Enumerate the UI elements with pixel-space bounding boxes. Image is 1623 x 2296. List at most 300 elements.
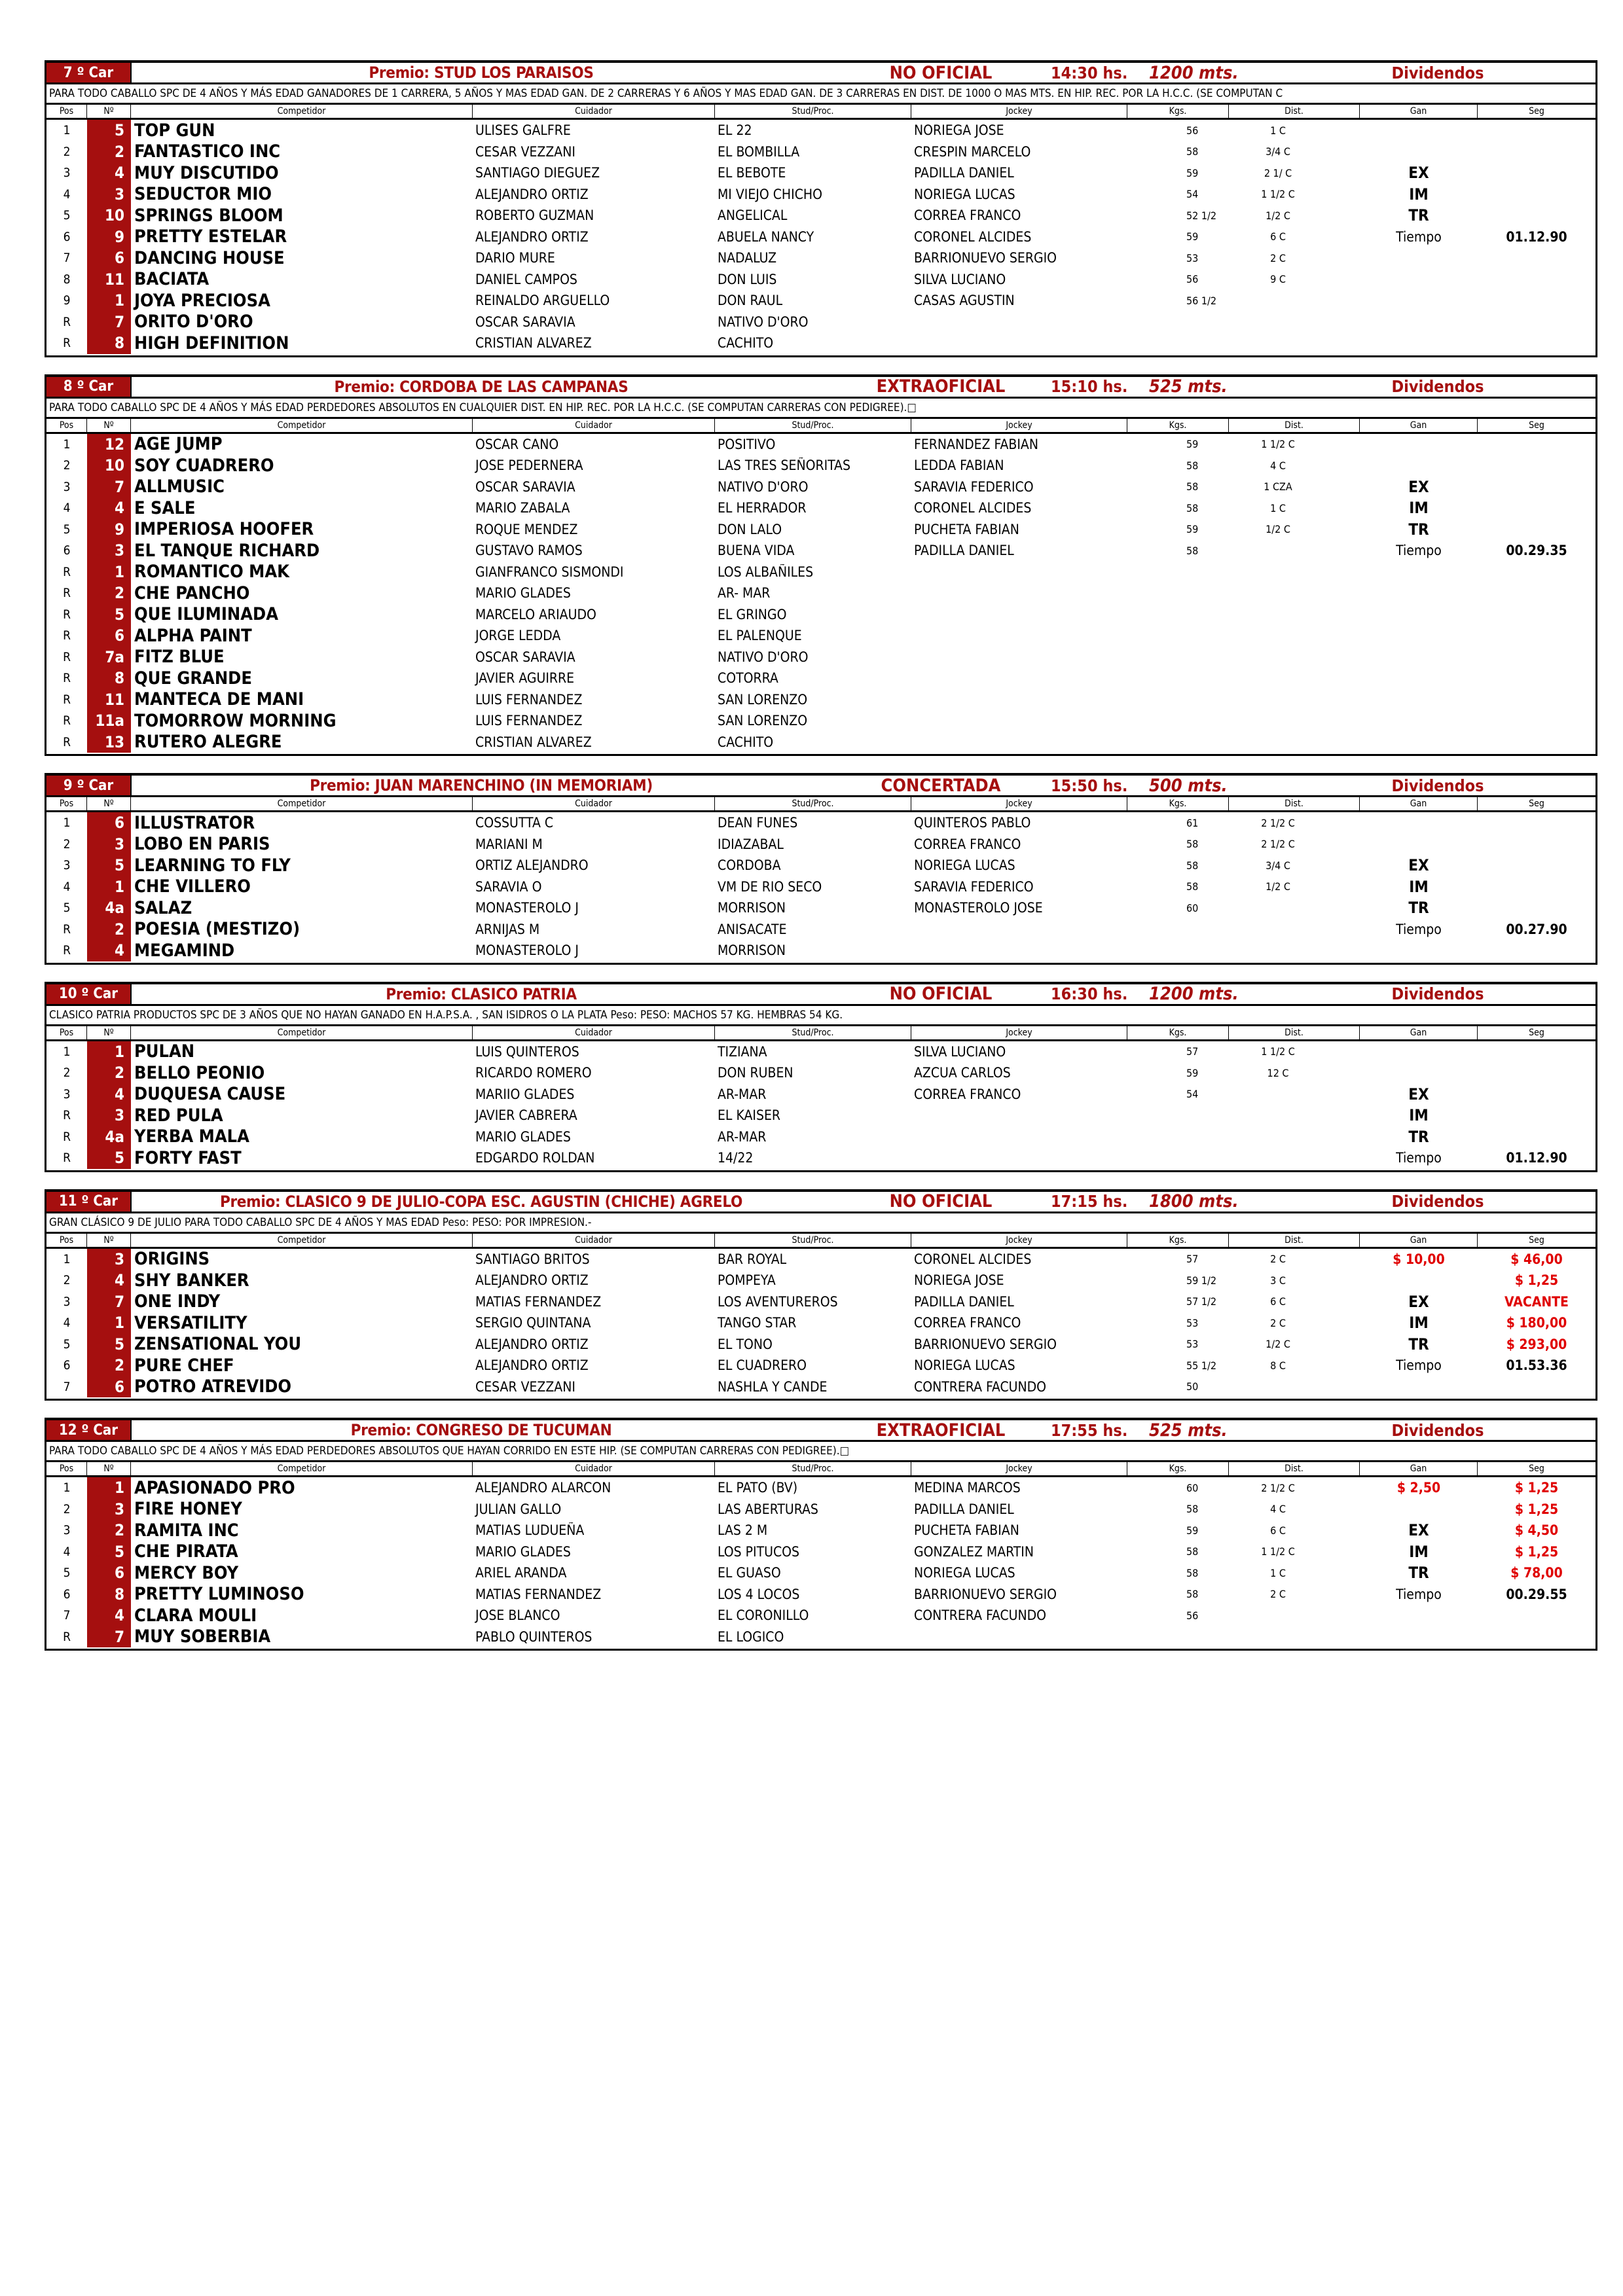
column-header-kgs: Kgs. [1127, 1026, 1229, 1039]
program-number: 1 [87, 1477, 131, 1499]
program-number: 7 [87, 312, 131, 333]
competitor-name: RED PULA [134, 1105, 223, 1126]
stud: POSITIVO [718, 436, 776, 452]
column-header-num: Nº [87, 797, 131, 810]
stud: MI VIEJO CHICHO [718, 186, 822, 202]
dividend-place: 00.29.35 [1506, 543, 1567, 559]
race-status: CONCERTADA [881, 775, 1001, 796]
trainer: ALEJANDRO ORTIZ [475, 228, 589, 245]
runner-row [46, 455, 1596, 476]
trainer: MARIANI M [475, 836, 543, 852]
race-conditions: CLASICO PATRIA PRODUCTOS SPC DE 3 AÑOS QUE NO HAYAN GANADO EN H.A.P.S.A. , SAN ISIDROS O LA PLATA Peso: PESO: MACHOS 57 KG. HEMBRAS 54 KG. [46, 1006, 1596, 1026]
jockey: CORONEL ALCIDES [914, 1251, 1032, 1267]
runner-row [46, 332, 1596, 354]
column-header-competidor: Competidor [131, 797, 473, 810]
distance-margin: 2 C [1270, 1316, 1286, 1329]
weight: 54 [1186, 188, 1199, 201]
column-header-seg: Seg [1529, 798, 1544, 809]
column-header-jockey: Jockey [911, 105, 1127, 118]
trainer: MONASTEROLO J [475, 942, 579, 959]
trainer: CRISTIAN ALVAREZ [475, 335, 592, 351]
runner-row [46, 940, 1596, 961]
column-header-dist: Dist. [1229, 419, 1360, 432]
race-header [46, 1420, 1596, 1442]
position: 2 [63, 1066, 71, 1081]
program-number: 11a [87, 710, 131, 732]
race-number-badge: 8 º Car [46, 377, 132, 397]
weight: 54 [1186, 1088, 1199, 1101]
trainer: ALEJANDRO ORTIZ [475, 1272, 589, 1289]
jockey: LEDDA FABIAN [914, 457, 1004, 474]
results-sheet [45, 60, 1597, 1668]
stud: DON RUBEN [718, 1065, 793, 1081]
distance-margin: 1/2 C [1266, 880, 1290, 893]
position: R [63, 734, 71, 749]
race-block [45, 60, 1597, 357]
stud: NATIVO D'ORO [718, 649, 809, 665]
position: 3 [63, 1294, 71, 1309]
dividend-place: $ 1,25 [1514, 1272, 1559, 1289]
stud: EL 22 [718, 122, 752, 139]
dividend-place: $ 1,25 [1514, 1543, 1559, 1560]
distance-margin: 2 1/2 C [1261, 1481, 1295, 1494]
column-header-competidor: Competidor [131, 1234, 473, 1247]
column-header-num: Nº [87, 105, 131, 118]
competitor-name: AGE JUMP [134, 434, 223, 455]
distance-margin: 1 1/2 C [1261, 438, 1295, 451]
competitor-name: ROMANTICO MAK [134, 562, 289, 583]
dividend-place: 01.53.36 [1506, 1357, 1567, 1374]
trainer: SANTIAGO DIEGUEZ [475, 165, 600, 181]
distance-margin: 3/4 C [1266, 145, 1290, 158]
trainer: PABLO QUINTEROS [475, 1628, 593, 1645]
runner-row [46, 562, 1596, 583]
competitor-name: MANTECA DE MANI [134, 689, 304, 710]
column-header-dist: Dist. [1229, 1234, 1360, 1247]
column-header-jockey: Jockey [911, 1026, 1127, 1039]
trainer: CESAR VEZZANI [475, 143, 575, 160]
column-header-dist: Dist. [1229, 1462, 1360, 1475]
competitor-name: SEDUCTOR MIO [134, 184, 272, 205]
competitor-name: PRETTY ESTELAR [134, 226, 287, 247]
column-header-cuidador: Cuidador [473, 419, 715, 432]
column-header-kgs: Kgs. [1127, 1234, 1229, 1247]
weight: 58 [1186, 1503, 1199, 1516]
runner-row [46, 497, 1596, 519]
race-distance: 500 mts. [1149, 775, 1228, 796]
position: R [63, 1629, 71, 1644]
position: 2 [63, 144, 71, 159]
trainer: SANTIAGO BRITOS [475, 1251, 590, 1267]
position: 1 [63, 123, 71, 138]
column-header-pos: Pos [46, 1026, 87, 1039]
weight: 58 [1186, 838, 1199, 851]
program-number: 1 [87, 876, 131, 898]
column-header-gan: Gan [1360, 1026, 1478, 1039]
runner-row [46, 540, 1596, 562]
position: R [63, 336, 71, 351]
stud: AR-MAR [718, 1086, 767, 1102]
column-header-cuidador: Cuidador [473, 1026, 715, 1039]
stud: LOS ALBAÑILES [718, 564, 814, 580]
runner-row [46, 1477, 1596, 1499]
stud: EL PALENQUE [718, 628, 802, 644]
competitor-name: QUE GRANDE [134, 668, 252, 689]
program-number: 6 [87, 1376, 131, 1398]
position: R [63, 607, 71, 622]
dividend-win: IM [1409, 499, 1429, 518]
jockey: SILVA LUCIANO [914, 1043, 1006, 1060]
stud: LOS PITUCOS [718, 1543, 800, 1560]
stud: NASHLA Y CANDE [718, 1378, 828, 1395]
stud: EL CORONILLO [718, 1607, 809, 1624]
trainer: JAVIER AGUIRRE [475, 670, 575, 687]
race-distance: 525 mts. [1149, 1420, 1228, 1441]
distance-margin: 1 1/2 C [1261, 188, 1295, 201]
stud: CACHITO [718, 734, 774, 750]
competitor-name: VERSATILITY [134, 1312, 247, 1333]
dividend-win: IM [1409, 185, 1429, 204]
runner-row [46, 1605, 1596, 1626]
column-header-jockey: Jockey [911, 419, 1127, 432]
race-status: NO OFICIAL [889, 1191, 993, 1211]
competitor-name: FIRE HONEY [134, 1499, 242, 1520]
column-header-seg: Seg [1529, 1027, 1544, 1038]
column-header-seg: Seg [1529, 106, 1544, 117]
jockey: CRESPIN MARCELO [914, 143, 1031, 160]
column-header-stud: Stud/Proc. [715, 1234, 911, 1247]
weight: 53 [1186, 251, 1199, 264]
jockey: SILVA LUCIANO [914, 271, 1006, 287]
position: R [63, 692, 71, 707]
competitor-name: JOYA PRECIOSA [134, 290, 270, 311]
trainer: ALEJANDRO ALARCON [475, 1480, 611, 1496]
competitor-name: ZENSATIONAL YOU [134, 1334, 302, 1355]
dividend-win: Tiempo [1396, 1150, 1442, 1166]
weight: 56 [1186, 1609, 1199, 1622]
program-number: 6 [87, 1562, 131, 1584]
runner-row [46, 604, 1596, 626]
stud: AR-MAR [718, 1128, 767, 1145]
stud: ABUELA NANCY [718, 228, 814, 245]
runner-row [46, 812, 1596, 834]
runner-row [46, 120, 1596, 141]
dividends-label: Dividendos [1391, 377, 1484, 396]
program-number: 1 [87, 1312, 131, 1334]
runner-row [46, 876, 1596, 898]
dividend-win: IM [1409, 1542, 1429, 1561]
competitor-name: TOP GUN [134, 120, 215, 141]
weight: 56 1/2 [1186, 294, 1217, 307]
weight: 58 [1186, 1545, 1199, 1558]
column-header-kgs: Kgs. [1127, 419, 1229, 432]
program-number: 3 [87, 834, 131, 855]
stud: COTORRA [718, 670, 778, 687]
program-number: 3 [87, 1105, 131, 1126]
race-conditions: PARA TODO CABALLO SPC DE 4 AÑOS Y MÁS EDAD GANADORES DE 1 CARRERA, 5 AÑOS Y MAS EDAD GAN. DE 2 CARRERAS Y 6 AÑOS Y MAS EDAD GAN. DE 3 CARRERAS EN DIST. DE 1000 O MAS MTS. EN HIP. REC. POR LA H.C.C. (SE COMPUTAN C [46, 84, 1596, 105]
weight: 59 [1186, 523, 1199, 536]
weight: 53 [1186, 1338, 1199, 1351]
stud: 14/22 [718, 1150, 754, 1166]
runner-row [46, 1270, 1596, 1291]
program-number: 1 [87, 562, 131, 583]
position: 6 [63, 1587, 71, 1602]
stud: NATIVO D'ORO [718, 314, 809, 330]
competitor-name: RUTERO ALEGRE [134, 732, 282, 753]
program-number: 6 [87, 625, 131, 647]
race-block [45, 1189, 1597, 1401]
stud: EL KAISER [718, 1107, 781, 1124]
runner-row [46, 1062, 1596, 1084]
runner-row [46, 1105, 1596, 1126]
race-status: EXTRAOFICIAL [876, 376, 1006, 397]
position: R [63, 922, 71, 937]
program-number: 10 [87, 205, 131, 226]
column-headers [46, 105, 1596, 120]
program-number: 7a [87, 647, 131, 668]
trainer: ORTIZ ALEJANDRO [475, 857, 589, 874]
race-distance: 1200 mts. [1149, 62, 1239, 83]
race-header [46, 377, 1596, 399]
program-number: 4 [87, 940, 131, 961]
column-headers [46, 797, 1596, 812]
distance-margin: 2 C [1270, 1588, 1286, 1601]
competitor-name: BACIATA [134, 269, 210, 290]
stud: EL LOGICO [718, 1628, 784, 1645]
column-header-stud: Stud/Proc. [715, 797, 911, 810]
competitor-name: ILLUSTRATOR [134, 812, 255, 833]
runner-row [46, 141, 1596, 163]
position: 3 [63, 479, 71, 494]
dividend-win: TR [1408, 520, 1429, 539]
weight: 57 [1186, 1253, 1199, 1266]
weight: 58 [1186, 544, 1199, 557]
trainer: MATIAS FERNANDEZ [475, 1293, 602, 1310]
runner-row [46, 668, 1596, 689]
competitor-name: FANTASTICO INC [134, 141, 281, 162]
runner-row [46, 162, 1596, 184]
competitor-name: TOMORROW MORNING [134, 710, 337, 731]
jockey: CONTRERA FACUNDO [914, 1607, 1047, 1624]
position: R [63, 671, 71, 686]
distance-margin: 1 C [1270, 124, 1286, 137]
distance-margin: 4 C [1270, 459, 1286, 472]
jockey: PUCHETA FABIAN [914, 1522, 1019, 1539]
column-header-pos: Pos [46, 1462, 87, 1475]
race-status: NO OFICIAL [889, 62, 993, 83]
stud: AR- MAR [718, 585, 771, 601]
jockey: NORIEGA LUCAS [914, 857, 1015, 874]
weight: 60 [1186, 1481, 1199, 1494]
weight: 50 [1186, 1380, 1199, 1393]
dividend-place: $ 4,50 [1514, 1522, 1559, 1539]
trainer: LUIS QUINTEROS [475, 1043, 579, 1060]
race-prize-title: Premio: CLASICO 9 DE JULIO-COPA ESC. AGUSTIN (CHICHE) AGRELO [219, 1192, 743, 1211]
runner-row [46, 1355, 1596, 1376]
trainer: CRISTIAN ALVAREZ [475, 734, 592, 750]
trainer: GIANFRANCO SISMONDI [475, 564, 624, 580]
distance-margin: 1 1/2 C [1261, 1545, 1295, 1558]
position: 4 [63, 1544, 71, 1559]
competitor-name: DUQUESA CAUSE [134, 1084, 286, 1105]
column-header-jockey: Jockey [911, 1234, 1127, 1247]
position: 3 [63, 858, 71, 873]
program-number: 9 [87, 519, 131, 541]
trainer: MARIO GLADES [475, 585, 571, 601]
stud: EL BEBOTE [718, 165, 786, 181]
distance-margin: 1/2 C [1266, 523, 1290, 536]
column-header-kgs: Kgs. [1127, 797, 1229, 810]
program-number: 8 [87, 332, 131, 354]
stud: BUENA VIDA [718, 543, 795, 559]
position: R [63, 1108, 71, 1123]
competitor-name: ORITO D'ORO [134, 312, 253, 332]
column-headers [46, 419, 1596, 434]
dividends-label: Dividendos [1391, 63, 1484, 82]
stud: CORDOBA [718, 857, 781, 874]
runner-row [46, 834, 1596, 855]
position: 2 [63, 1501, 71, 1516]
column-header-stud: Stud/Proc. [715, 419, 911, 432]
runner-row [46, 625, 1596, 647]
runner-row [46, 583, 1596, 604]
position: R [63, 586, 71, 601]
stud: EL TONO [718, 1336, 773, 1352]
competitor-name: IMPERIOSA HOOFER [134, 519, 314, 540]
stud: MORRISON [718, 900, 786, 916]
position: 6 [63, 1358, 71, 1373]
race-block [45, 982, 1597, 1172]
stud: DEAN FUNES [718, 815, 798, 831]
race-prize-title: Premio: CONGRESO DE TUCUMAN [350, 1421, 612, 1439]
stud: ANISACATE [718, 921, 787, 937]
column-header-stud: Stud/Proc. [715, 105, 911, 118]
column-header-competidor: Competidor [131, 1462, 473, 1475]
jockey: NORIEGA JOSE [914, 122, 1004, 139]
competitor-name: FORTY FAST [134, 1147, 242, 1168]
position: 5 [63, 1566, 71, 1581]
trainer: MATIAS FERNANDEZ [475, 1586, 602, 1602]
competitor-name: BELLO PEONIO [134, 1062, 265, 1083]
column-header-cuidador: Cuidador [473, 797, 715, 810]
competitor-name: POTRO ATREVIDO [134, 1376, 292, 1397]
position: 3 [63, 1086, 71, 1102]
dividend-win: TR [1408, 1335, 1429, 1354]
program-number: 1 [87, 1041, 131, 1063]
trainer: MARIO ZABALA [475, 500, 570, 516]
stud: NADALUZ [718, 250, 777, 266]
distance-margin: 9 C [1270, 273, 1286, 286]
competitor-name: YERBA MALA [134, 1126, 249, 1147]
column-header-competidor: Competidor [131, 105, 473, 118]
weight: 57 1/2 [1186, 1295, 1217, 1308]
dividend-place: $ 78,00 [1510, 1565, 1563, 1581]
column-header-jockey: Jockey [911, 1462, 1127, 1475]
distance-margin: 1/2 C [1266, 209, 1290, 222]
position: 3 [63, 1523, 71, 1538]
jockey: FERNANDEZ FABIAN [914, 436, 1038, 452]
race-number-badge: 9 º Car [46, 776, 132, 795]
dividend-win: $ 2,50 [1396, 1480, 1441, 1496]
runner-row [46, 476, 1596, 498]
trainer: EDGARDO ROLDAN [475, 1150, 595, 1166]
dividend-win: Tiempo [1396, 1357, 1442, 1374]
stud: SAN LORENZO [718, 691, 808, 708]
jockey: NORIEGA LUCAS [914, 1357, 1015, 1374]
dividend-place: $ 1,25 [1514, 1480, 1559, 1496]
race-header [46, 1192, 1596, 1213]
runner-row [46, 1520, 1596, 1541]
trainer: ULISES GALFRE [475, 122, 571, 139]
competitor-name: CHE VILLERO [134, 876, 251, 897]
weight: 61 [1186, 816, 1199, 829]
trainer: ALEJANDRO ORTIZ [475, 1357, 589, 1374]
program-number: 3 [87, 1499, 131, 1520]
column-headers [46, 1026, 1596, 1041]
distance-margin: 1/2 C [1266, 1338, 1290, 1351]
program-number: 7 [87, 476, 131, 498]
trainer: SARAVIA O [475, 878, 542, 895]
runner-row [46, 519, 1596, 541]
distance-margin: 4 C [1270, 1503, 1286, 1516]
weight: 56 [1186, 273, 1199, 286]
column-header-num: Nº [87, 419, 131, 432]
column-header-pos: Pos [46, 1234, 87, 1247]
dividend-win: EX [1408, 1085, 1429, 1103]
race-block [45, 773, 1597, 965]
program-number: 5 [87, 604, 131, 626]
competitor-name: PURE CHEF [134, 1355, 234, 1376]
race-prize-title: Premio: CORDOBA DE LAS CAMPANAS [334, 377, 629, 396]
runner-row [46, 184, 1596, 206]
runner-row [46, 1041, 1596, 1063]
competitor-name: SALAZ [134, 897, 192, 918]
runner-row [46, 1376, 1596, 1398]
weight: 59 [1186, 166, 1199, 179]
dividend-win: EX [1408, 164, 1429, 183]
race-time: 17:15 hs. [1051, 1192, 1128, 1211]
position: 1 [63, 1044, 71, 1059]
stud: DON RAUL [718, 293, 783, 309]
position: 1 [63, 437, 71, 452]
jockey: PUCHETA FABIAN [914, 521, 1019, 537]
race-block [45, 1418, 1597, 1651]
dividend-win: Tiempo [1396, 543, 1442, 559]
trainer: COSSUTTA C [475, 815, 554, 831]
weight: 58 [1186, 459, 1199, 472]
program-number: 11 [87, 689, 131, 711]
competitor-name: FITZ BLUE [134, 647, 225, 668]
jockey: NORIEGA LUCAS [914, 1565, 1015, 1581]
runner-row [46, 269, 1596, 291]
jockey: MEDINA MARCOS [914, 1480, 1021, 1496]
runner-row [46, 1249, 1596, 1270]
trainer: JAVIER CABRERA [475, 1107, 577, 1124]
stud: NATIVO D'ORO [718, 478, 809, 495]
jockey: PADILLA DANIEL [914, 543, 1014, 559]
race-time: 17:55 hs. [1051, 1420, 1128, 1440]
runner-row [46, 689, 1596, 711]
trainer: JULIAN GALLO [475, 1501, 562, 1517]
stud: LOS AVENTUREROS [718, 1293, 838, 1310]
distance-margin: 2 C [1270, 1253, 1286, 1266]
position: 2 [63, 1273, 71, 1288]
competitor-name: CLARA MOULI [134, 1605, 257, 1626]
dividend-place: $ 180,00 [1506, 1315, 1567, 1331]
distance-margin: 2 1/2 C [1261, 838, 1295, 851]
dividend-place: $ 293,00 [1506, 1336, 1567, 1352]
program-number: 5 [87, 1147, 131, 1169]
